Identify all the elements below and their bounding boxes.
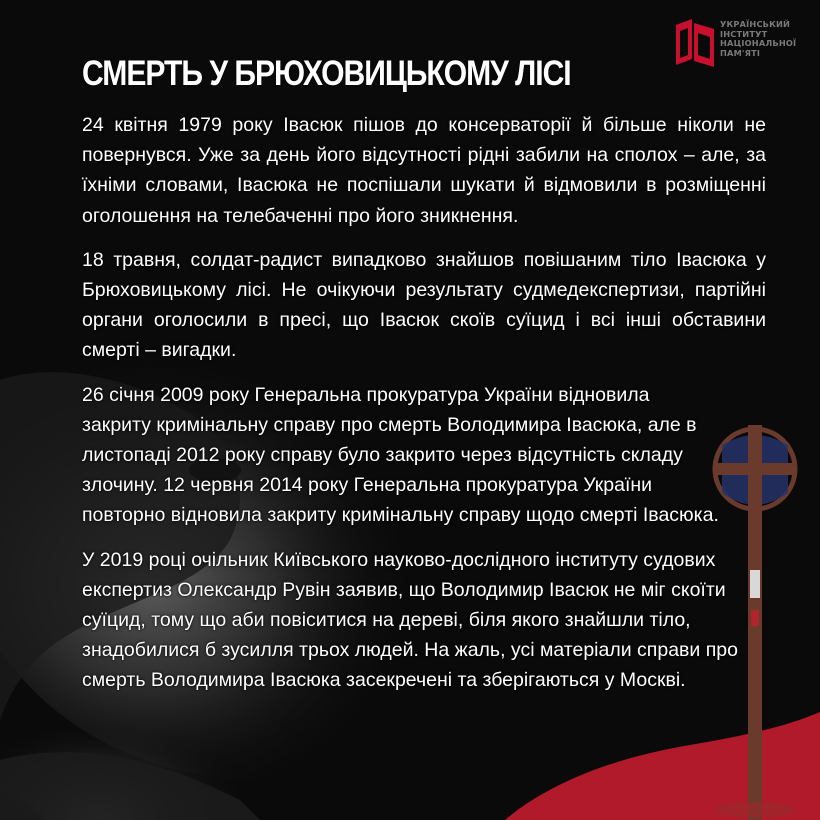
uinp-logo-icon (676, 19, 714, 67)
logo-line: УКРАЇНСЬКИЙ (720, 19, 791, 29)
paragraph-3: 26 січня 2009 року Генеральна прокуратура України відновила закриту кримінальну справу про смерть Володимира Івасюка, але в листопаді 2012 року справу було закрито через відсутність складу злочину. 12 червня 2014 року Генеральна прокуратура України повторно відновила закриту кримінальну справу щодо смерті Івасюка. (82, 383, 719, 527)
logo-line: ІНСТИТУТ (720, 28, 768, 39)
page-title: СМЕРТЬ У БРЮХОВИЦЬКОМУ ЛІСІ (82, 54, 571, 93)
logo-text (720, 20, 812, 58)
paragraph-4: У 2019 році очільник Київського науково-дослідного інституту судових експертиз Олександр Рувін заявив, що Володимир Івасюк не міг скоїти суїцид, тому що аби повіситися на дереві, біля якого знайшли тіло, знадобилися б зусилля трьох людей. На жаль, усі матеріали справи про смерть Володимира Івасюка засекречені та зберігаються у Москві. (82, 548, 738, 692)
logo-line: ПАМ'ЯТІ (720, 47, 761, 58)
paragraph-1: 24 квітня 1979 року Івасюк пішов до консерваторії й більше ніколи не повернувся. Уже за день його відсутності рідні забили на сполох – але, за їхніми словами, Івасюка не поспішали шукати й відмовили в розміщенні оголошення на телебаченні про його зникнення. (82, 114, 766, 227)
article-body (82, 110, 766, 710)
uinp-logo (676, 19, 812, 67)
paragraph-2: 18 травня, солдат-радист випадково знайшов повішаним тіло Івасюка у Брюховицькому лісі. Не очікуючи результату судмедекспертизи, партійні органи оголосили в пресі, що Івасюк скоїв суїцид і всі інші обставини смерті – вигадки. (82, 248, 766, 362)
logo-line: НАЦІОНАЛЬНОЇ (720, 38, 797, 49)
